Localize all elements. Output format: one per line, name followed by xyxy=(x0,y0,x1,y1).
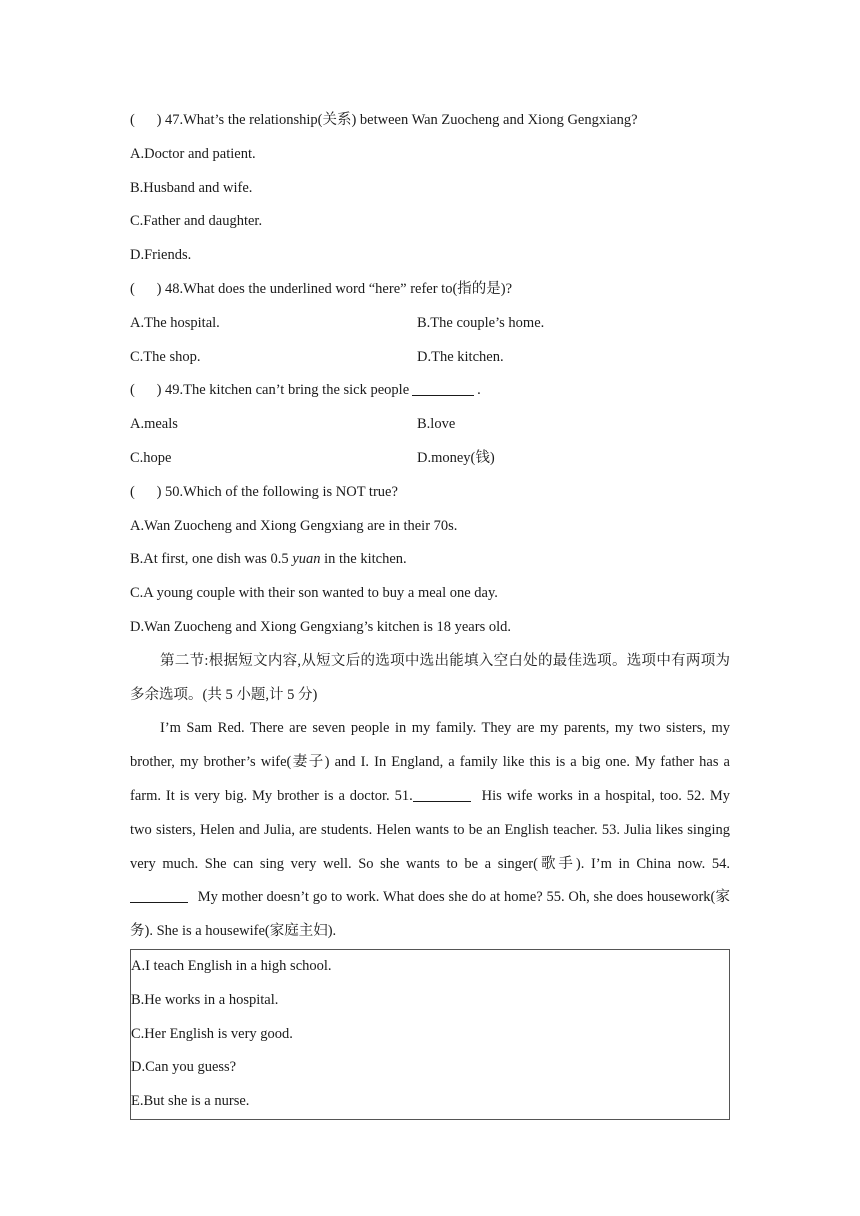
passage-part-2: His wife works in a hospital, too. 52. My two sisters, Helen and Julia, are students. Helen wants to be an English teacher. 53. Julia likes singing very much. She can sing very well. So she wants to be a singer(歌手). I’m in China now. 54. xyxy=(130,787,730,872)
choice-d: D.Can you guess? xyxy=(131,1059,237,1076)
option-d: D.Wan Zuocheng and Xiong Gengxiang’s kitchen is 18 years old. xyxy=(130,618,511,635)
blank-51 xyxy=(413,787,471,802)
question-stem: 50.Which of the following is NOT true? xyxy=(165,483,398,500)
option-b-text: B.At first, one dish was 0.5 xyxy=(130,551,293,568)
passage-part-1: I’m Sam Red. There are seven people in my family. They are my parents, my two sisters, my brother, my brother’s wife(妻子) and I. In England, a family like this is a big one. My father has a farm. It is very big. My brother is a doctor. 51. xyxy=(130,720,730,804)
option-d: D.The kitchen. xyxy=(417,348,504,365)
option-a: A.Wan Zuocheng and Xiong Gengxiang are in their 70s. xyxy=(130,517,458,534)
option-a: A.Doctor and patient. xyxy=(130,145,256,162)
option-row xyxy=(130,341,730,375)
stem-period: . xyxy=(477,382,481,399)
choice-a: A.I teach English in a high school. xyxy=(131,957,332,974)
option-b: B.The couple’s home. xyxy=(417,314,545,331)
answer-bracket: ( ) xyxy=(130,382,162,399)
option-c: C.hope xyxy=(130,449,172,466)
option-a: A.The hospital. xyxy=(130,314,220,331)
option-c: C.A young couple with their son wanted to buy a meal one day. xyxy=(130,585,498,602)
fill-blank xyxy=(412,381,474,396)
option-b-italic: yuan xyxy=(292,551,321,568)
option-d: D.money(钱) xyxy=(417,449,495,466)
question-49 xyxy=(130,374,730,408)
question-stem: 47.What’s the relationship(关系) between Wan Zuocheng and Xiong Gengxiang? xyxy=(165,112,638,128)
question-stem: 49.The kitchen can’t bring the sick people xyxy=(165,382,410,399)
question-48 xyxy=(130,273,730,307)
option-b-tail: in the kitchen. xyxy=(320,551,407,568)
option-b: B.Husband and wife. xyxy=(130,179,253,196)
option-c: C.Father and daughter. xyxy=(130,213,263,230)
answer-bracket: ( ) xyxy=(130,112,162,128)
choice-c: C.Her English is very good. xyxy=(131,1025,293,1042)
reading-passage xyxy=(130,712,730,949)
question-50 xyxy=(130,476,730,510)
option-row xyxy=(130,307,730,341)
question-47 xyxy=(130,104,730,138)
option-a: A.meals xyxy=(130,416,178,433)
option-b xyxy=(130,543,730,577)
answer-bracket: ( ) xyxy=(130,483,162,500)
passage-part-3: My mother doesn’t go to work. What does she do at home? 55. Oh, she does housework(家务). She is a housewife(家庭主妇). xyxy=(130,889,730,940)
option-d: D.Friends. xyxy=(130,247,192,264)
choice-b: B.He works in a hospital. xyxy=(131,991,279,1008)
option-c: C.The shop. xyxy=(130,348,201,365)
question-stem: 48.What does the underlined word “here” refer to(指的是)? xyxy=(165,280,513,297)
choices-box xyxy=(130,949,730,1120)
worksheet-page xyxy=(130,104,730,1120)
section-instruction: 第二节:根据短文内容,从短文后的选项中选出能填入空白处的最佳选项。选项中有两项为多余选项。(共 5 小题,计 5 分) xyxy=(130,652,730,703)
option-b: B.love xyxy=(417,416,456,433)
option-row xyxy=(130,408,730,442)
choice-e: E.But she is a nurse. xyxy=(131,1093,250,1110)
blank-54 xyxy=(130,888,188,903)
answer-bracket: ( ) xyxy=(130,280,162,297)
option-row xyxy=(130,442,730,476)
